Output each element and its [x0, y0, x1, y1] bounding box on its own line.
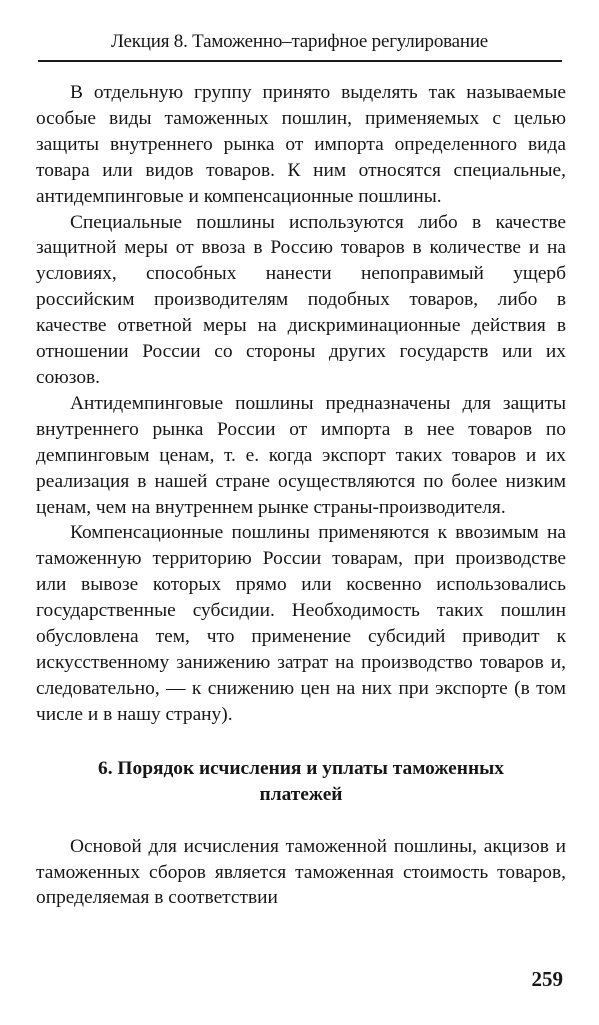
paragraph-antidumping-duties: Антидемпинговые пошлины предназначены для защиты внутреннего рынка России от импорта в нее товаров по демпинговым ценам, т. е. когда экспорт таких товаров и их реализация в нашей стране осуществляются по более низким ценам, чем на внутреннем рынке страны-производителя.	[36, 392, 566, 518]
paragraph-special-duties-intro: В отдельную группу принято выделять так называемые особые виды таможенных пошлин, применяемых с целью защиты внутреннего рынка от импорта определенного вида товара или видов товаров. К ним относятся специальные, антидемпинговые и компенсационные пошлины.	[36, 82, 566, 207]
section-heading-line-1: 6. Порядок исчисления и уплаты таможенных	[98, 757, 504, 779]
page-number: 259	[531, 967, 563, 991]
body-text	[36, 80, 566, 911]
section-heading	[36, 756, 566, 808]
running-head: Лекция 8. Таможенно–тарифное регулирование	[110, 31, 489, 52]
section-heading-line-2: платежей	[259, 783, 343, 805]
header-rule	[38, 60, 562, 62]
paragraph-customs-value: Основой для исчисления таможенной пошлины, акцизов и таможенных сборов является таможенная стоимость товаров, определяемая в соответствии	[36, 835, 566, 909]
paragraph-special-duties: Специальные пошлины используются либо в качестве защитной меры от ввоза в Россию товаров в количестве и на условиях, способных нанести непоправимый ущерб российским производителям подобных товаров, либо в качестве ответной меры на дискриминационные действия в отношении России со стороны других государств или их союзов.	[36, 211, 566, 388]
paragraph-countervailing-duties: Компенсационные пошлины применяются к ввозимым на таможенную территорию России товарам, при производстве или вывозе которых прямо или косвенно использовались государственные субсидии. Необходимость таких пошлин обусловлена тем, что применение субсидий приводит к искусственному занижению затрат на производство товаров и, следовательно, — к снижению цен на них при экспорте (в том числе и в нашу страну).	[36, 522, 566, 725]
